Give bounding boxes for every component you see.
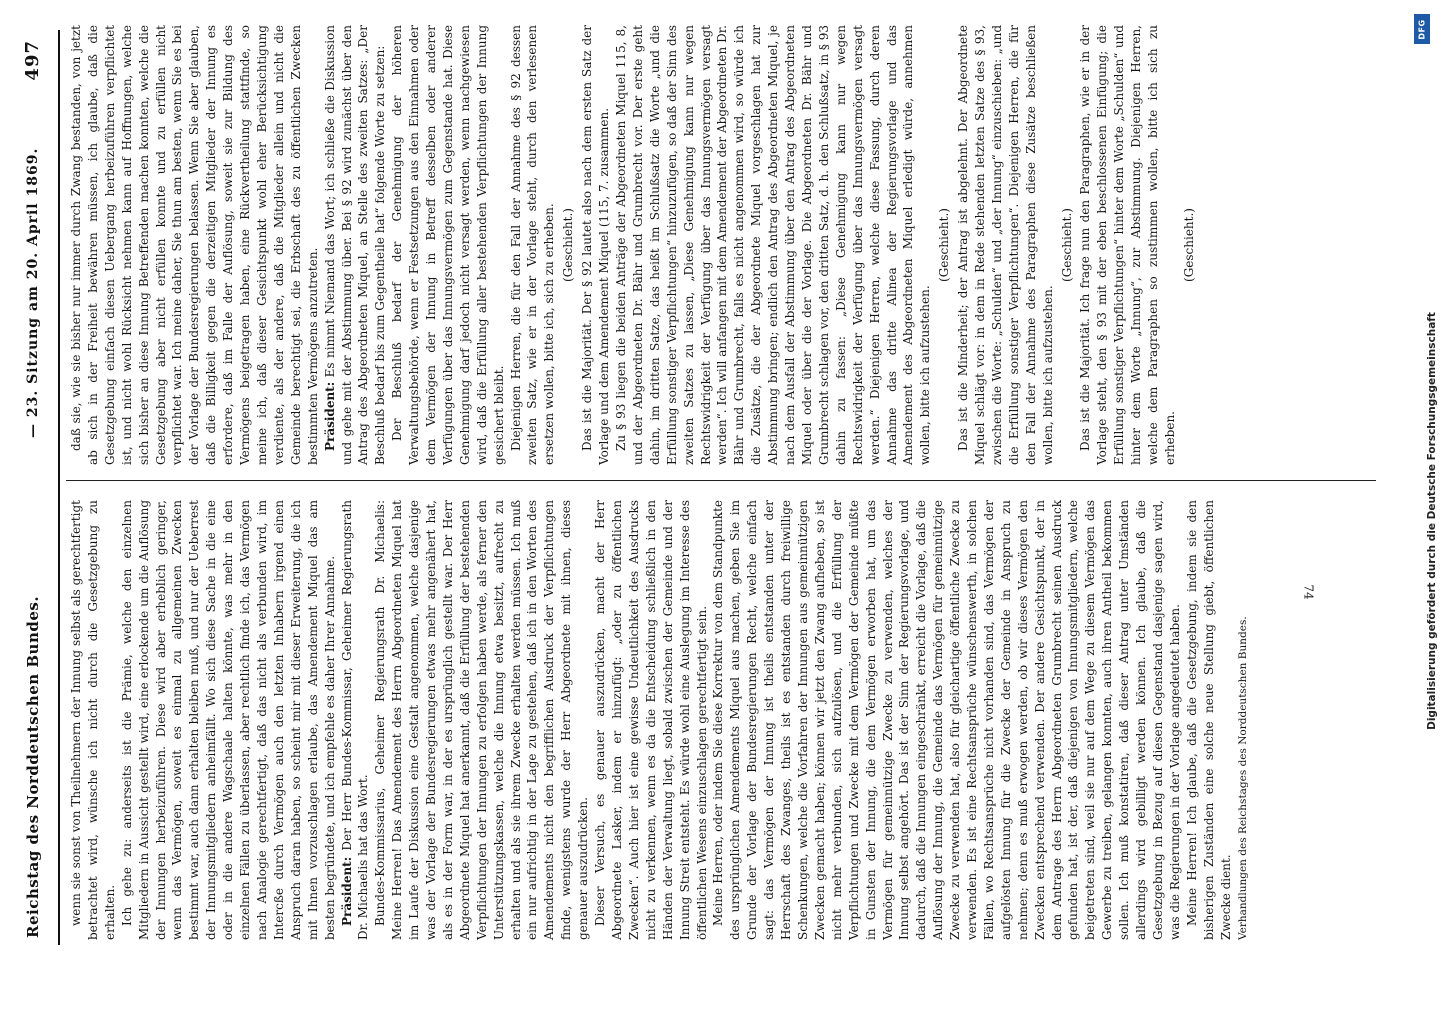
column-divider [66,480,1376,481]
left-text-column [68,500,1378,940]
body-paragraph: Meine Herren, oder indem Sie diese Korrektur von dem Standpunkte des ursprünglichen Amendements Miquel aus machen, geben Sie im Grunde der Vorlage der Bundesregierungen Recht, welche einfach sagt: das Vermögen der Innung ist theils entstanden unter der Herrschaft des Zwanges, theils ist es entstanden durch freiwillige Schenkungen, welche die Vorfahren der Innungen aus gemeinnützigen Zwecken gemacht haben; können wir jetzt den Zwang aufheben, so ist nicht mehr verbunden, sich aufzulösen, und die Erfüllung der Verpflichtungen und Zwecke mit dem Vermögen der Gemeinde müßte in Gunsten der Innung, die dem Vermögen erworben hat, um das Vermögen für gemeinnützige Zwecke zu verwenden, welches der Innung selbst angehört. Das ist der Sinn der Regierungsvorlage, und dadurch, daß die Innungen eingeschränkt, erreicht die Vorlage, daß die Auflösung der Innung, die Gemeinde das Vermögen für gemeinnützige Zwecke zu verwenden hat, also für gleichartige öffentliche Zwecke zu verwenden. Es ist eine Rechtsansprüche wünschenswerth, in solchen Fällen, wo Rechtsansprüche nicht vorhanden sind, das Vermögen der aufgelösten Innung für die Zwecke der Gemeinde in Anspruch zu nehmen; denn es muß erwogen werden, ob wir dieses Vermögen den Zwecken entsprechend verwenden. Der andere Gesichtspunkt, der in dem Antrage des Herrn Abgeordneten Grumbrecht seinen Ausdruck gefunden hat, ist der, daß diejenigen von Innungsmitgliedern, welche beigetreten sind, weil sie nur auf dem Wege zu diesem Vermögen das Gewerbe zu treiben, gelangen konnten, auch ihren Antheil bekommen sollen. Ich muß konstatiren, daß dieser Antrag unter Umständen allerdings wird gebilligt werden können. Ich glaube, daß die Gesetzgebung in Bezug auf diesen Gegenstand dasjenige sagen wird, was die Regierungen in der Vorlage angedeutet haben. [711,500,1182,940]
body-paragraph: wenn sie sonst von Theilnehmern der Innung selbst als gerechtfertigt betrachtet wird, wünsche ich nicht durch die Gesetzgebung zu erhalten. [69,500,117,940]
body-paragraph: Das ist die Majorität. Ich frage nun den Paragraphen, wie er in der Vorlage steht, den § 93 mit der eben beschlossenen Einfügung; die Erfüllung sonstiger Verpflichtungen“ hinter dem Worte „Schulden“ und hinter dem Worte „Innung“, zur Abstimmung. Diejenigen Herren, welche dem Paragraphen so zustimmen wollen, bitte ich sich zu erheben. [1078,25,1177,465]
body-paragraph: Dieser Versuch, es genauer auszudrücken, macht der Herr Abgeordnete Lasker, indem er hinzufügt: „oder zu öffentlichen Zwecken“. Auch hier ist eine gewisse Undeutlichkeit des Ausdrucks nicht zu verkennen, wenn es da die Entscheidung schließlich in den Händen der Verwaltung liegt, sobald zwischen der Gemeinde und der Innung Streit entsteht. Es würde wohl eine Auslegung im Interesse des öffentlichen Wesens einzuschlagen gerechtfertigt sein. [593,500,709,940]
watermark-text: Digitalisierung gefördert durch die Deutsche Forschungsgemeinschaft [1426,312,1438,730]
stage-direction: (Geschieht.) [561,208,576,282]
speaker-label: Präsident: [322,381,337,451]
speaker-label: Präsident: [339,856,354,926]
right-text-column [68,25,1378,465]
body-paragraph: Das ist die Minderheit; der Antrag ist abgelehnt. Der Abgeordnete Miquel schlägt vor: in dem in Rede stehenden letzten Satze des § 93, zwischen die Worte: „Schulden“ und „der Innung“ einzuschieben: „und die Erfüllung sonstiger Verpflichtungen“. Diejenigen Herren, die für den Fall der Annahme des Paragraphen diese Zusätze beschließen wollen, bitte ich aufzustehen. [956,25,1055,465]
quoted-motion: Der Beschluß bedarf der Genehmigung der höheren Verwaltungsbehörde, wenn er Festsetzungen aus den Einnahmen oder dem Vermögen der Innung in Betreff desselben oder anderer Verfügungen über das Innungsvermögen zum Gegenstande hat. Diese Genehmigung darf jedoch nicht versagt werden, wenn nachgewiesen wird, daß die Erfüllung aller bestehenden Verpflichtungen der Innung gesichert bleibt. [390,25,506,465]
speaker-paragraph [322,25,390,465]
speaker-paragraph [339,500,373,940]
body-paragraph: Meine Herren! Ich glaube, daß die Gesetzgebung, indem sie den bisherigen Zuständen eine solche neue Stellung giebt, öffentlichen Zwecke dient. [1184,500,1233,940]
running-head-left: Reichstag des Norddeutschen Bundes. [24,595,42,938]
stage-direction: (Geschieht.) [1181,208,1196,282]
stage-direction: (Geschieht.) [1059,208,1074,282]
page-signature-mark: 74 [1301,584,1316,600]
body-paragraph: Ich gehe zu: anderseits ist die Prämie, welche den einzelnen Mitgliedern in Aussicht gestellt wird, eine erlockende um die Auflösung der Innungen herbeizuführen. Diese wird aber erheblich geringer, wenn das Vermögen, soweit es einmal zu allgemeinen Zwecken bestimmt war, auch dann erhalten bleiben muß, und nur der Ueberrest der Innungsmitgliedern anheimfällt. Wo sich diese Sache in die eine oder in die andere Wagschaale halten könnte, was mehr in den einzelnen Fällen zu überlassen, aber rechtlich finde ich, das Vermögen nach Analogie gerechtfertigt, daß das nicht als verbunden wird, im Intercße durch Vermögen auch den letzten Inhabern irgend einen Anspruch daran haben, so scheint mir mit dieser Erweiterung, die ich mit Ihnen vorzuschlagen erlaube, das Amendement Miquel das am besten begründete, und ich empfehle es daher Ihrer Annahme. [119,500,337,940]
body-paragraph: Bundes-Kommissarius, Geheimer Regierungsrath Dr. Michaelis: Meine Herren! Das Amendement des Herrn Abgeordneten Miquel hat im Laufe der Diskussion eine Gestalt angenommen, welche dasjenige was der Vorlage der Bundesregierungen etwas mehr angenähert hat, als es in der Form war, in der es ursprünglich gestellt war. Der Herr Abgeordnete Miquel hat anerkannt, daß die Erfüllung der bestehenden Verpflichtungen der Innungen zu erfolgen haben werde, als ferner den Unterstützungskassen, welche die Innung etwa besitzt, aufrecht zu erhalten und als sie ihrem Zwecke erhalten werden müssen. Ich muß ein nur aufrichtig in der Lage zu gestehen, daß ich in den Worten des Amendements nicht den begrifflichen Ausdruck der Verpflichtungen finde, wenigstens wurde der Herr Abgeordnete mit ihnen, dieses genauer auszudrücken. [373,500,591,940]
speaker-text: Es nimmt Niemand das Wort; ich schließe die Diskussion und gehe mit der Abstimmung über. Bei § 92 wird zunächst über den Antrag des Abgeordneten Miquel, an Stelle des zweiten Satzes: „Der Beschluß bedarf bis zum Gegentheile hat“ folgende Worte zu setzen: [322,25,388,465]
running-head-session: — 23. Sitzung am 20. April 1869. [25,147,41,438]
body-paragraph: daß sie, wie sie bisher nur immer durch Zwang bestanden, von jetzt ab sich in der Freiheit bewähren müssen, ich glaube, daß die Gesetzgebung einfach diesen Uebergang herbeizuführen verpflichtet ist, und nicht wohl Rücksicht nehmen kann auf Hoffnungen, welche sich bisher an diese Innung Betreffenden machen konnten, welche die Gesetzgebung aber nicht erfüllen konnte und zu erfüllen nicht verpflichtet war. Ich meine daher, Sie thun am besten, wenn Sie es bei der Vorlage der Bundesregierungen belassen. Wenn Sie aber glauben, daß die Billigkeit gegen die derzeitigen Mitglieder der Innung es erfordere, daß im Falle der Auflösung, soweit sie zur Bildung des Vermögens beigetragen haben, eine Rückvertheilung stattfinde, so meine ich, daß dieser Gesichtspunkt wohl eher Berücksichtigung verdiente, als der andere, daß die Mitglieder allein und nicht die Gemeinde berechtigt sei, die Erbschaft des zu öffentlichen Zwecken bestimmten Vermögens anzutreten. [69,25,320,465]
header-rule [58,30,60,945]
dfg-logo-icon: DFG [1414,14,1430,44]
stage-direction: (Geschieht.) [937,208,952,282]
body-paragraph: Das ist die Majorität. Der § 92 lautet also nach dem ersten Satz der Vorlage und dem Amendement Miquel (115, 7. zusammen. [580,25,612,465]
speaker-text: Der Herr Bundes-Kommissar, Geheimer Regierungsrath Dr. Michaelis hat das Wort. [339,500,371,940]
column-footer: Verhandlungen des Reichstages des Norddeutschen Bundes. [1236,616,1249,940]
body-paragraph: Zu § 93 liegen die beiden Anträge der Abgeordneten Miquel 115, 8, und der Abgeordneten Dr. Bähr und Grumbrecht vor. Der erste geht dahin, im dritten Satze, das heißt im Schlußsatz die Worte „und die Erfüllung sonstiger Verpflichtungen“ hinzuzufügen, so daß der Sinn des zweiten Satzes zu lassen, „Diese Genehmigung kann nur wegen Rechtswidrigkeit der Verfügung über das Innungsvermögen versagt werden“. Ich will anfangen mit dem Amendement der Abgeordneten Dr. Bähr und Grumbrecht, falls es nicht angenommen wird, so würde ich die Zusätze, die der Abgeordnete Miquel vorgeschlagen hat zur Abstimmung bringen; endlich den Antrag des Abgeordneten Miquel, je nach dem Ausfall der Abstimmung über den Antrag des Abgeordneten Miquel oder über die der Vorlage. Die Abgeordneten Dr. Bähr und Grumbrecht schlagen vor, den dritten Satz, d. h. den Schlußsatz, in § 93 dahin zu fassen: „Diese Genehmigung kann nur wegen Rechtswidrigkeit der Verfügung über das Innungsvermögen versagt werden.“ Diejenigen Herren, welche diese Fassung, durch deren Annahme das dritte Alinea der Regierungsvorlage und das Amendement des Abgeordneten Miquel erledigt würde, annehmen wollen, bitte ich aufzustehen. [614,25,933,465]
page-number: 497 [22,40,43,81]
body-paragraph: Diejenigen Herren, die für den Fall der Annahme des § 92 dessen zweiten Satz, wie er in der Vorlage steht, durch den verlesenen ersetzen wollen, bitte ich, sich zu erheben. [508,25,557,465]
